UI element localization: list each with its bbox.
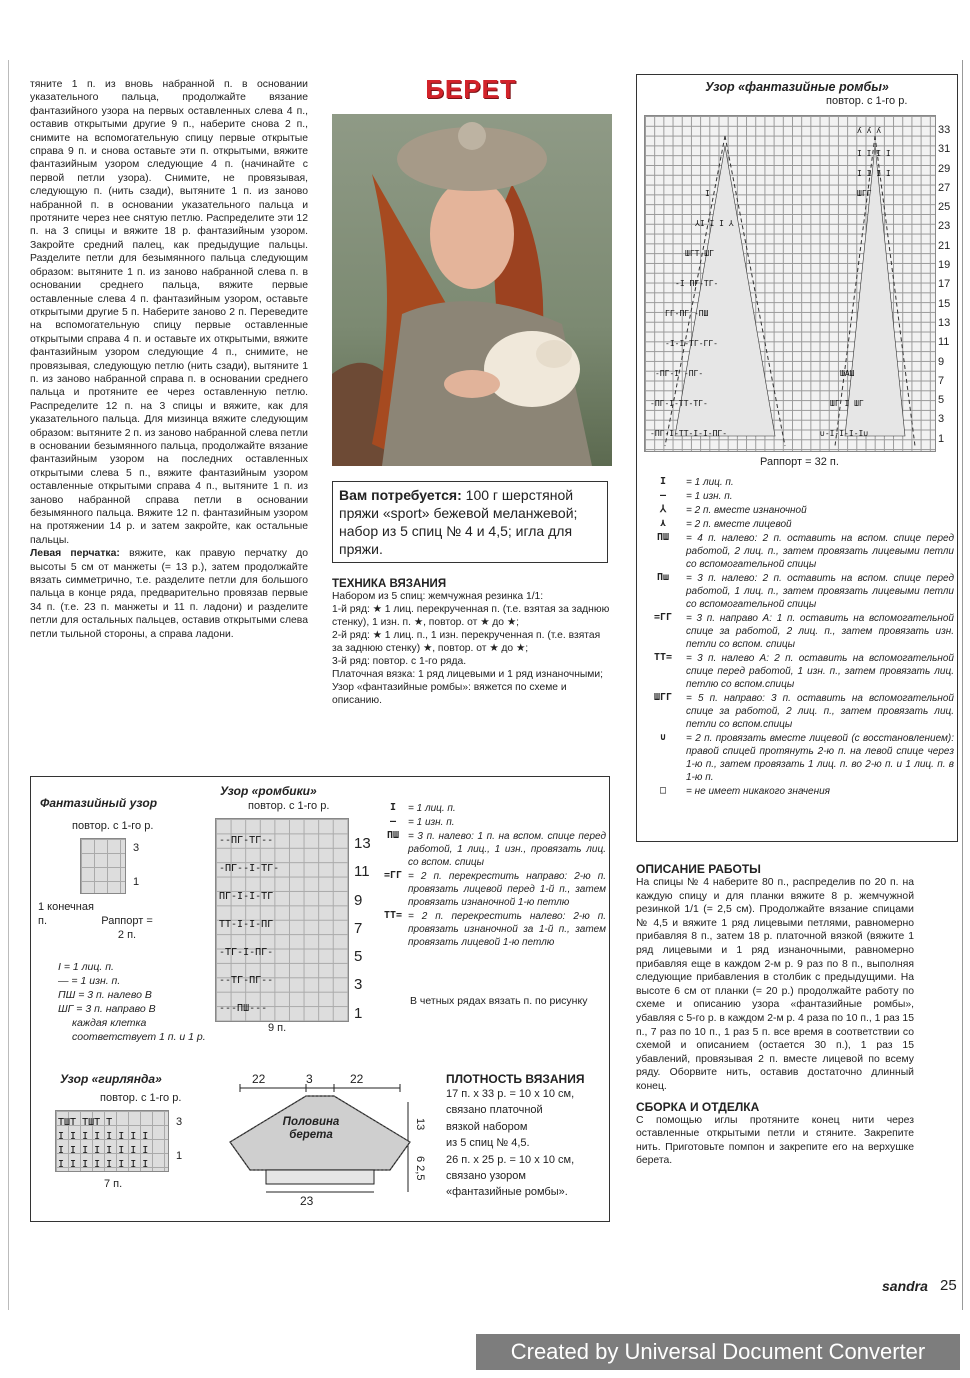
magazine-brand: sandra — [882, 1278, 928, 1294]
rhombs-row-number: 7 — [938, 374, 945, 387]
schema-dim-top-left: 22 — [252, 1072, 266, 1086]
rhombs-row-number: 3 — [938, 413, 945, 426]
rhombs-row-number: 9 — [938, 355, 945, 368]
legend-symbol: ⅄ — [659, 504, 667, 515]
rombiki-row-number: 9 — [354, 891, 363, 909]
legend-text: = 3 п. направо А: 1 п. оставить на вспомогательной спице за работой, 2 лиц. п., затем провязать изн. петли со вспом. спицы — [686, 613, 954, 650]
rhombs-row-number: 15 — [938, 297, 951, 310]
rombiki-row-number: 11 — [354, 863, 370, 881]
rombiki-row-number: 7 — [354, 919, 363, 937]
rhombs-row-number: 23 — [938, 220, 951, 233]
svg-text:I I I I I I I I: I I I I I I I I — [58, 1159, 149, 1170]
rhombs-legend-item — [640, 490, 954, 503]
svg-text:ГГ-ПГ -ПШ: ГГ-ПГ -ПШ — [665, 309, 709, 318]
rombiki-repeat: повтор. с 1-го р. — [248, 800, 330, 812]
garland-count: 7 п. — [104, 1178, 123, 1190]
svg-text:ШГГ: ШГГ — [857, 189, 872, 198]
left-paragraph-2 — [30, 547, 308, 641]
density-section — [446, 1072, 606, 1201]
rhombs-legend-item — [640, 652, 954, 691]
density-line: 17 п. х 33 р. = 10 х 10 см, — [446, 1088, 575, 1100]
rhombs-legend-item — [640, 518, 954, 531]
legend-text: = 3 п. налево: 2 п. оставить на вспом. спице перед работой, 1 лиц. п., затем провязать лицевыми петли со вспомогательной спицы — [686, 573, 954, 610]
rombiki-legend-item — [378, 816, 606, 829]
schema-dim-right-2: 6 2,5 — [414, 1156, 426, 1181]
svg-text:--ТГ-ПГ--: --ТГ-ПГ-- — [219, 975, 274, 986]
technique-line: 3-й ряд: повтор. с 1-го ряда. — [332, 656, 467, 667]
rhombs-row-number: 21 — [938, 239, 951, 252]
technique-line: Платочная вязка: 1 ряд лицевыми и 1 ряд изнаночными; — [332, 669, 604, 680]
svg-text:ПГ-I-I-ТГ: ПГ-I-I-ТГ — [219, 891, 274, 902]
density-line: связано платочной — [446, 1104, 543, 1117]
rhombs-row-number: 1 — [938, 432, 945, 445]
legend-symbol: ∪ — [659, 732, 667, 743]
svg-text:-ПГ-I-ТТ-ТГ-: -ПГ-I-ТТ-ТГ- — [650, 399, 708, 408]
svg-text:I: I — [705, 189, 710, 198]
fantasy-legend-item: каждая клетка соответствует 1 п. и 1 р. — [72, 1017, 206, 1043]
svg-text:-ПГ--I-ТГ-: -ПГ--I-ТГ- — [219, 863, 280, 874]
schema-dim-top-right: 22 — [350, 1072, 364, 1086]
svg-text:-ТГ-I-ПГ-: -ТГ-I-ПГ- — [219, 947, 274, 958]
legend-text: = 1 изн. п. — [686, 491, 733, 502]
rombiki-chart — [215, 818, 349, 1022]
fantasy-pattern-repeat: повтор. с 1-го р. — [72, 820, 154, 832]
rhombs-legend-item — [640, 504, 954, 517]
description-section — [636, 862, 914, 1168]
rombiki-row-numbers — [354, 830, 371, 1028]
fantasy-rhombs-repeat: повтор. с 1-го р. — [826, 95, 908, 107]
technique-section — [332, 578, 610, 707]
rhombs-row-numbers — [938, 121, 958, 449]
fantasy-rhombs-title: Узор «фантазийные ромбы» — [705, 80, 889, 94]
photo-illustration — [332, 114, 612, 466]
legend-text: = 2 п. вместе изнаночной — [686, 505, 807, 516]
legend-symbol: ШГГ — [653, 692, 673, 703]
rombiki-row-number: 1 — [354, 1004, 363, 1022]
legend-symbol: ПШ — [386, 830, 400, 841]
rhombs-legend-item — [640, 785, 954, 798]
fantasy-legend-item: ШГ = 3 п. направо В — [58, 1003, 156, 1015]
legend-text: = 4 п. налево: 2 п. оставить на вспом. спице перед работой, 2 лиц. п., затем провязать лицевыми петли со вспомогательной спицы — [686, 533, 954, 570]
svg-text:ТТ-I-I-ПГ: ТТ-I-I-ПГ — [219, 919, 274, 930]
density-line: из 5 спиц № 4,5. — [446, 1137, 530, 1150]
article-title: БЕРЕТ — [425, 74, 517, 104]
technique-line: 1-й ряд: ★ 1 лиц. перекрученная п. (т.е. взятая за заднюю стенку), 1 изн. п. ★, повтор. от ★ до ★; — [332, 604, 610, 628]
svg-text:I I I I I I I I: I I I I I I I I — [58, 1131, 149, 1142]
legend-symbol: Пш — [656, 572, 670, 583]
rhombs-row-number: 25 — [938, 201, 951, 214]
svg-text:ТШТ ТШТ Т: ТШТ ТШТ Т — [58, 1117, 113, 1128]
garland-pattern — [56, 1111, 168, 1171]
description-text: На спицы № 4 наберите 80 п., распределив по 20 п. на каждую спицу и для планки вяжите 8 р. жемчужной резинкой 1/1 (= 2,5 см). Продолжайте вязание спицами № 4,5 и вяжите 1 ряд лицевыми петлями, равномерно прибавляя 8 п., затем 18 р. платочной вязкой (вяжите 1 ряд лицевыми и 1 ряд изнаночными, равномерно прибавляя еще в каждом 2-м р. 9 раз по 8 п., выполняя следующие прибавления в столбик с предыдущими. На высоте 6 см от планки (= 20 р.) продолжайте работу по схеме и описанию узора «фантазийные ромбы», убавляя с 5-го р. в каждом 2-м р. 4 раза по 10 п., 1 раз 15 п., 7 раз по 10 п., 1 раз 5 п. все время в соответствии со схемой и описанием (остается 30 п.), 1 раз 15 убавлений, провязывая 2 п. вместе лицевой по всему ряду. Оборвите нить, оставив достаточно длинный конец. — [636, 877, 914, 1092]
rhombs-row-number: 5 — [938, 394, 945, 407]
fantasy-rapport: Раппорт = 2 п. — [101, 915, 153, 941]
rombiki-legend — [378, 802, 606, 950]
legend-text: = 2 п. провязать вместе лицевой (с восстановлением): правой спицей протянуть 2-ю п. на левой спице через 1-ю п., затем провязать 1 лиц. п. во 2-ю п. и 1 лиц. п. в 1-ю п. — [686, 733, 954, 783]
legend-text: = 1 лиц. п. — [686, 477, 734, 488]
fantasy-pattern-title: Фантазийный узор — [40, 796, 158, 810]
fantasy-legend-item: ПШ = 3 п. налево В — [58, 989, 152, 1001]
rhombs-legend-item — [640, 572, 954, 611]
rombiki-row-number: 5 — [354, 948, 363, 966]
rombiki-legend-item — [378, 910, 606, 949]
rhombs-legend-item — [640, 476, 954, 489]
schema-dim-bottom: 23 — [300, 1194, 314, 1208]
legend-symbol: — — [659, 490, 667, 501]
rhombs-row-number: 13 — [938, 316, 951, 329]
legend-symbol: =ГГ — [383, 870, 403, 881]
svg-text:-ПГ-I -ПГ-: -ПГ-I -ПГ- — [655, 369, 704, 378]
converter-watermark: Created by Universal Document Converter — [476, 1334, 960, 1370]
rombiki-row-number: 3 — [354, 976, 363, 994]
rhombs-legend — [640, 476, 954, 799]
legend-symbol: =ГГ — [653, 612, 673, 623]
left-glove-lead: Левая перчатка: — [30, 548, 120, 560]
density-line: связано узором — [446, 1170, 526, 1183]
svg-text:ʎ ʎ ʎ: ʎ ʎ ʎ — [857, 126, 882, 135]
rhombs-row-number: 11 — [938, 336, 950, 349]
legend-symbol: ПШ — [656, 532, 670, 543]
rombiki-legend-item — [378, 802, 606, 815]
fantasy-pattern-chart — [80, 838, 126, 894]
rhombs-row-number: 17 — [938, 278, 951, 291]
rhombs-row-number: 27 — [938, 181, 951, 194]
svg-text:I I I I: I I I I — [857, 149, 891, 158]
rombiki-row-number: 13 — [354, 835, 371, 852]
fantasy-rhombs-chart — [644, 115, 936, 452]
garland-row-3: 3 — [176, 1116, 183, 1128]
svg-text:ШАШ: ШАШ — [840, 369, 855, 378]
legend-symbol: I — [389, 802, 397, 813]
legend-text: = 1 изн. п. — [408, 817, 455, 828]
rhombs-rapport: Раппорт = 32 п. — [760, 456, 839, 468]
right-vertical-rule — [962, 60, 963, 1310]
svg-text:-I-I-ТГ-ГГ-: -I-I-ТГ-ГГ- — [665, 339, 718, 348]
materials-label: Вам потребуется: — [339, 487, 462, 503]
legend-text: = 2 п. перекрестить налево: 2-ю п. провязать изнаночной за 1-й п., затем провязать лицевой 1-ю петлю — [408, 911, 606, 948]
rhombs-legend-item — [640, 612, 954, 651]
svg-text:∪-I-I-I-I∪: ∪-I-I-I-I∪ — [820, 429, 869, 438]
assembly-heading: СБОРКА И ОТДЕЛКА — [636, 1099, 760, 1114]
fantasy-legend-item: — = 1 изн. п. — [58, 975, 121, 987]
rombiki-title: Узор «ромбики» — [220, 784, 317, 798]
svg-text:--ПГ-ТГ--: --ПГ-ТГ-- — [219, 835, 274, 846]
legend-symbol: □ — [659, 785, 667, 796]
legend-symbol: — — [389, 816, 397, 827]
svg-text:⅄I I I ⅄: ⅄I I I ⅄ — [695, 219, 734, 228]
legend-symbol: ⋏ — [659, 518, 667, 529]
svg-text:I I I I: I I I I — [857, 169, 891, 178]
legend-text: = 2 п. вместе лицевой — [686, 519, 792, 530]
beret-schema-drawing — [210, 1072, 430, 1212]
description-heading: ОПИСАНИЕ РАБОТЫ — [636, 862, 761, 876]
svg-text:I I I I I I I I: I I I I I I I I — [58, 1145, 149, 1156]
legend-text: = 2 п. перекрестить направо: 2-ю п. провязать лицевой перед 1-й п., затем провязать изнаночной 1-ю петлю — [408, 871, 606, 908]
legend-symbol: ТТ= — [653, 652, 673, 663]
svg-text:ШГ I ШГ: ШГ I ШГ — [830, 399, 864, 408]
schema-label: Половина берета — [282, 1116, 340, 1141]
assembly-text: С помощью иглы протяните конец нити через оставленные открытыми петли и стяните. Закрепите нить. Приготовьте помпон и закрепите его на верхушке берета. — [636, 1114, 914, 1167]
rhombs-legend-item — [640, 692, 954, 731]
rombiki-legend-item — [378, 870, 606, 909]
legend-symbol: I — [659, 476, 667, 487]
legend-text: = 1 лиц. п. — [408, 803, 456, 814]
legend-text: = 3 п. налево: 1 п. на вспом. спице перед работой, 1 лиц., 1 изн., провязать лиц. со вспом. спицы — [408, 831, 606, 868]
materials-text: 100 г шерстяной пряжи «sport» бежевой меланжевой; набор из 5 спиц № 4 и 4,5; игла для пряжи. — [339, 487, 578, 557]
svg-text:-I ПГ-ТГ-: -I ПГ-ТГ- — [675, 279, 719, 288]
schema-dim-right-1: 13 — [414, 1118, 426, 1131]
garland-row-1: 1 — [176, 1150, 183, 1162]
left-glove-text: вяжите, как правую перчатку до высоты 5 см от манжеты (= 13 р.), затем продолжайте вязать симметрично, т.е. разделите петли для большого пальца в конце ряда, предварительно провязав первые 34 п. (т.е. 23 п. манжеты и 11 п. ладони) и разделите петли для остальных пальцев, оставив открытыми слева петли тыльной стороны, а справа ладони. — [30, 548, 308, 640]
legend-text: = не имеет никакого значения — [686, 786, 830, 797]
density-heading: ПЛОТНОСТЬ ВЯЗАНИЯ — [446, 1072, 585, 1086]
legend-text: = 5 п. направо: 3 п. оставить на вспомогательной спице за работой, 2 лиц. п., затем провязать лиц. петли со вспом.спицы — [686, 693, 954, 730]
rhombs-pattern — [645, 116, 935, 451]
rhombs-row-number: 33 — [938, 124, 951, 136]
technique-line: Узор «фантазийные ромбы»: вяжется по схеме и описанию. — [332, 682, 567, 706]
svg-text:---ПШ---: ---ПШ--- — [219, 1003, 268, 1014]
fantasy-legend-item: I = 1 лиц. п. — [58, 961, 114, 973]
beret-schema — [210, 1072, 430, 1212]
garland-title: Узор «гирлянда» — [60, 1072, 162, 1086]
garland-chart — [55, 1110, 169, 1172]
legend-symbol: ТТ= — [383, 910, 403, 921]
svg-text:-ПГ-I-ТТ-I-I-ПГ-: -ПГ-I-ТТ-I-I-ПГ- — [650, 429, 728, 438]
density-line: 26 п. х 25 р. = 10 х 10 см, — [446, 1153, 575, 1166]
fantasy-row-1: 1 — [133, 876, 140, 888]
rhombs-row-number: 19 — [938, 259, 951, 272]
legend-text: = 3 п. налево А: 2 п. оставить на вспомогательной спице перед работой, 1 изн. п., затем провязать лиц. петлю со вспом.спицы — [686, 653, 954, 690]
garland-repeat: повтор. с 1-го р. — [100, 1092, 182, 1104]
fantasy-edge-label: 1 конечная п. — [38, 901, 94, 927]
technique-heading: ТЕХНИКА ВЯЗАНИЯ — [332, 578, 447, 590]
svg-text:ШГТ ШГ: ШГТ ШГ — [685, 249, 714, 258]
rombiki-pattern — [216, 819, 348, 1021]
fantasy-row-3: 3 — [133, 842, 140, 854]
rhombs-legend-item — [640, 732, 954, 784]
left-paragraph-1: тяните 1 п. из вновь набранной п. в основании указательного пальца, продолжайте вязание фантазийного узора на первых оставленных слева 4 п., оставив открытыми другие 9 п., наберите снова 2 п., снимите на вспомогательную спицу первые открытые справа 9 п. и снова оставьте эти п. открытыми, вяжите фантазийным узором следующие 4 п. (начинайте с первой петли узора). Снимите, не провязывая, следующую п. (нить сзади), вытяните 1 п. из заново набранной п. в основании указательного пальца и протяните через нее снятую петлю. Распределите эти 12 п. на 3 спицы и вяжите 18 р. фантазийным узором. Закройте средний палец, как предыдущие пальцы. Разделите петли для безымянного пальца следующим образом: вытяните 1 п. из заново набранной слева п. в основании среднего пальца, вяжите первые оставленные слева 4 п. фантазийным узором, оставьте открытыми другие 5 п. Наберите заново 2 п. Переведите на вспомогательную спицу первые оставленные открытыми справа 4 п. и оставьте их открытыми, вяжите фантазийным узором следующие 4 п., снимите, не провязывая, следующую петлю (нить сзади), вытяните 1 п. из заново набранной справа п. в основании среднего пальца и протяните ее через оставленную петлю. Распределите 12 п. на 3 спицы и вяжите, как для указательного пальца. Для мизинца вяжите следующим образом: вытяните 2 п. из заново набранной слева петли в основании безымянного пальца, продолжайте вязание фантазийным узором на последних оставленных открытыми слева 5 п., вяжите фантазийным узором оставленные открытыми справа 4 п., вытяните 1 п. из заново набранной справа петли в основании безымянного пальца. Вяжите 12 п. фантазийным узором на протяжении 14 р. и затем закройте, как остальные пальцы. — [30, 79, 308, 546]
rombiki-note: В четных рядах вязать п. по рисунку — [410, 995, 588, 1007]
density-line: вязкой набором — [446, 1120, 528, 1133]
rhombs-row-number: 29 — [938, 162, 951, 175]
left-vertical-rule — [8, 60, 9, 1310]
page-number: 25 — [940, 1277, 957, 1294]
rombiki-count: 9 п. — [268, 1022, 287, 1034]
rhombs-legend-item — [640, 532, 954, 571]
materials-box — [332, 481, 608, 563]
density-line: «фантазийные ромбы». — [446, 1186, 568, 1199]
rhombs-row-number: 31 — [938, 143, 951, 156]
photo-girl-beret-lamb — [332, 114, 612, 466]
technique-line: Набором из 5 спиц: жемчужная резинка 1/1: — [332, 591, 544, 602]
technique-line: 2-й ряд: ★ 1 лиц. п., 1 изн. перекрученная п. (т.е. взятая за заднюю стенку) ★, повтор. от ★ до ★; — [332, 630, 601, 654]
left-column-text — [30, 78, 308, 641]
rombiki-legend-item — [378, 830, 606, 869]
schema-dim-top-mid: 3 — [306, 1072, 313, 1086]
fantasy-legend — [58, 960, 208, 1044]
